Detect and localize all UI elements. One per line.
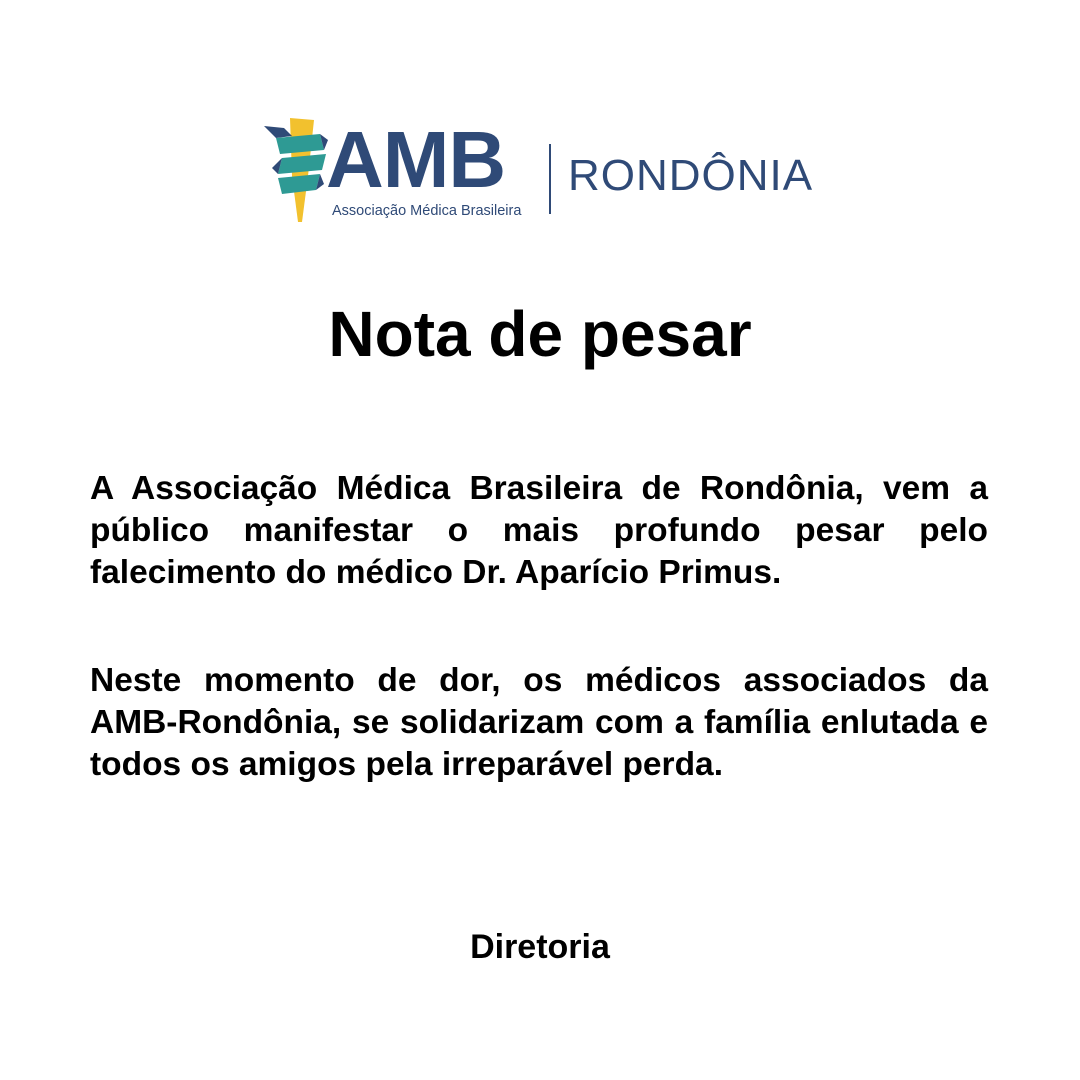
paragraph-announcement: A Associação Médica Brasileira de Rondônia, vem a público manifestar o mais profundo pesar pelo falecimento do médico Dr. Aparício Primus.: [90, 470, 988, 591]
paragraph-condolences: Neste momento de dor, os médicos associados da AMB-Rondônia, se solidarizam com a família enlutada e todos os amigos pela irreparável perda.: [90, 662, 988, 783]
amb-rondonia-logo: [262, 116, 852, 226]
logo-acronym: AMB: [326, 115, 506, 204]
logo-divider: [549, 144, 551, 214]
logo-full-name: Associação Médica Brasileira: [332, 203, 522, 219]
page-title: Nota de pesar: [328, 298, 752, 370]
logo-region: RONDÔNIA: [568, 151, 814, 200]
signature: Diretoria: [470, 928, 610, 966]
